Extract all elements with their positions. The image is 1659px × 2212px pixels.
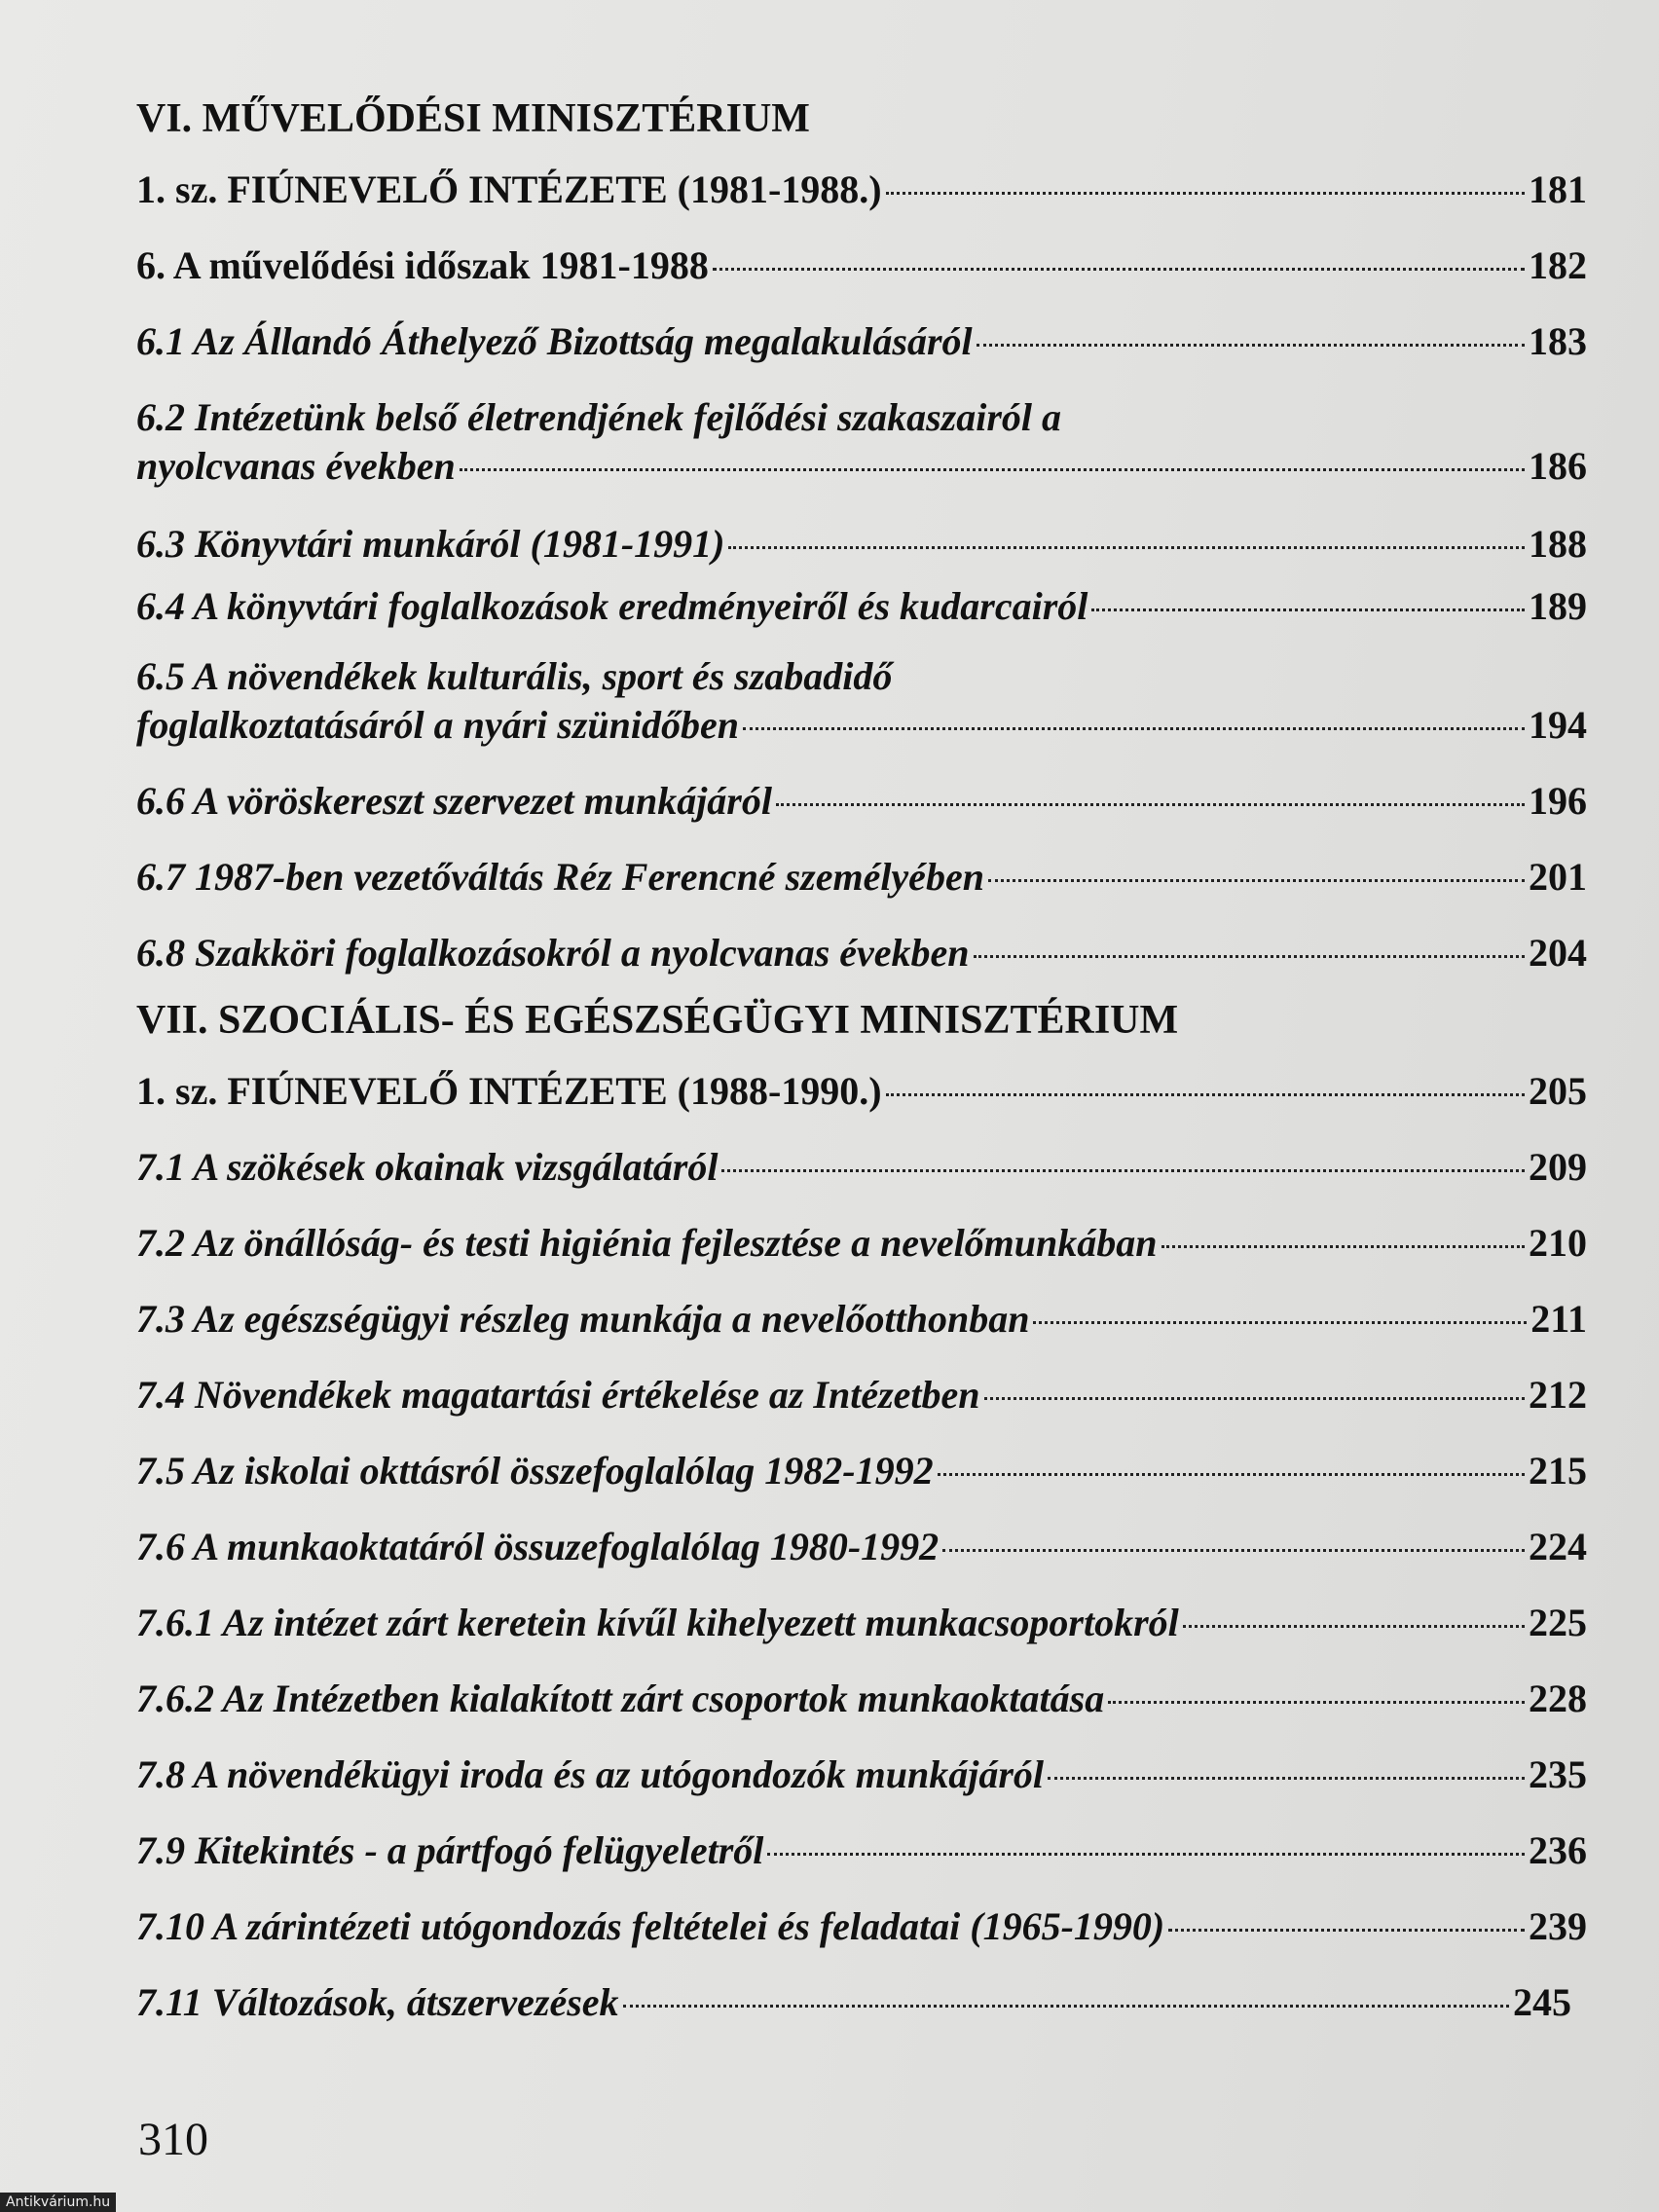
toc-entry	[136, 701, 1587, 750]
dot-leader	[974, 955, 1525, 958]
toc-entry	[136, 1675, 1587, 1723]
toc-entry	[136, 442, 1587, 491]
dot-leader	[1033, 1321, 1527, 1324]
toc-entry	[136, 1751, 1587, 1799]
toc-entry-page: 245	[1513, 1980, 1571, 2024]
toc-entry	[136, 1371, 1587, 1419]
toc-entry-page: 209	[1529, 1145, 1587, 1189]
toc-entry	[136, 582, 1587, 631]
toc-entry-page: 210	[1529, 1221, 1587, 1265]
page-number: 310	[138, 2114, 208, 2165]
table-of-contents	[136, 93, 1587, 2027]
dot-leader	[460, 468, 1525, 471]
toc-entry-title: nyolcvanas években	[136, 444, 456, 488]
toc-entry	[136, 1902, 1587, 1951]
toc-entry-page: 225	[1529, 1601, 1587, 1644]
toc-entry-title: 6.6 A vöröskereszt szervezet munkájáról	[136, 779, 772, 823]
toc-entry-page: 183	[1529, 319, 1587, 363]
toc-entry	[136, 929, 1587, 977]
toc-entry-title: 7.3 Az egészségügyi részleg munkája a nevelőotthonban	[136, 1297, 1030, 1341]
dot-leader	[886, 1093, 1525, 1096]
toc-entry	[136, 777, 1587, 826]
toc-entry-page: 196	[1529, 779, 1587, 823]
dot-leader	[938, 1473, 1525, 1476]
toc-entry	[136, 520, 1587, 569]
toc-entry-title-line1: 6.2 Intézetünk belső életrendjének fejlődési szakaszairól a	[136, 395, 1061, 439]
toc-entry	[136, 317, 1587, 366]
toc-entry-title: 7.2 Az önállóság- és testi higiénia fejlesztése a nevelőmunkában	[136, 1221, 1158, 1265]
toc-entry	[136, 1295, 1587, 1344]
toc-entry	[136, 1067, 1587, 1116]
toc-entry-page: 239	[1529, 1904, 1587, 1948]
toc-entry-page: 188	[1529, 522, 1587, 566]
toc-entry-title: 6.8 Szakköri foglalkozásokról a nyolcvanas években	[136, 931, 970, 975]
toc-entry-page: 215	[1529, 1449, 1587, 1493]
toc-entry-page: 181	[1529, 167, 1587, 211]
toc-entry-page: 228	[1529, 1677, 1587, 1720]
toc-entry	[136, 166, 1587, 214]
dot-leader	[728, 546, 1525, 549]
dot-leader	[1161, 1245, 1525, 1248]
toc-entry-title: 6.4 A könyvtári foglalkozások eredményeiről és kudarcairól	[136, 584, 1088, 628]
toc-entry-page: 235	[1529, 1752, 1587, 1796]
toc-entry-title: 7.8 A növendékügyi iroda és az utógondozók munkájáról	[136, 1752, 1044, 1796]
toc-entry-title-line1: 6.5 A növendékek kulturális, sport és szabadidő	[136, 654, 893, 698]
toc-entry	[136, 1143, 1587, 1192]
toc-entry	[136, 1219, 1587, 1268]
toc-entry-title: 7.11 Változások, átszervezések	[136, 1980, 619, 2024]
toc-entry-title: 7.9 Kitekintés - a pártfogó felügyeletről	[136, 1828, 764, 1872]
toc-entry-page: 194	[1529, 703, 1587, 747]
toc-entry-title: 7.4 Növendékek magatartási értékelése az Intézetben	[136, 1373, 980, 1417]
toc-entry-title: 7.6 A munkaoktatáról össuzefoglalólag 1980-1992	[136, 1525, 940, 1568]
toc-entry-page: 205	[1529, 1069, 1587, 1113]
toc-entry-page: 212	[1529, 1373, 1587, 1417]
toc-entry-title: 6.7 1987-ben vezetőváltás Réz Ferencné személyében	[136, 855, 984, 899]
dot-leader	[776, 803, 1525, 806]
toc-entry-title: 6. A művelődési időszak 1981-1988	[136, 243, 709, 287]
dot-leader	[767, 1853, 1525, 1856]
dot-leader	[942, 1549, 1525, 1552]
dot-leader	[988, 879, 1525, 882]
toc-entry-title: 7.10 A zárintézeti utógondozás feltételei és feladatai (1965-1990)	[136, 1904, 1165, 1948]
toc-entry-page: 186	[1529, 444, 1587, 488]
toc-entry-title: 6.1 Az Állandó Áthelyező Bizottság megalakulásáról	[136, 319, 973, 363]
dot-leader	[977, 344, 1525, 347]
toc-entry-title: 7.5 Az iskolai okttásról összefoglalólag 1982-1992	[136, 1449, 934, 1493]
toc-entry	[136, 1447, 1587, 1495]
toc-entry-multiline	[136, 393, 1587, 491]
dot-leader	[721, 1169, 1525, 1172]
toc-entry-page: 224	[1529, 1525, 1587, 1568]
section-heading-vii: VII. SZOCIÁLIS- ÉS EGÉSZSÉGÜGYI MINISZTÉRIUM	[136, 998, 1179, 1043]
toc-entry-title: 7.6.1 Az intézet zárt keretein kívűl kihelyezett munkacsoportokról	[136, 1601, 1179, 1644]
toc-entry-page: 204	[1529, 931, 1587, 975]
toc-entry	[136, 1599, 1587, 1647]
toc-entry-page: 236	[1529, 1828, 1587, 1872]
dot-leader	[1168, 1929, 1525, 1932]
toc-entry-title: 1. sz. FIÚNEVELŐ INTÉZETE (1988-1990.)	[136, 1069, 882, 1113]
dot-leader	[743, 727, 1525, 730]
watermark: Antikvárium.hu	[0, 2193, 116, 2212]
dot-leader	[1091, 608, 1525, 611]
toc-entry	[136, 1978, 1571, 2027]
toc-entry	[136, 1826, 1587, 1875]
dot-leader	[623, 2005, 1509, 2008]
toc-entry-page: 201	[1529, 855, 1587, 899]
toc-entry	[136, 241, 1587, 290]
toc-entry-title: foglalkoztatásáról a nyári szünidőben	[136, 703, 740, 747]
section-heading-vi: VI. MŰVELŐDÉSI MINISZTÉRIUM	[136, 96, 810, 141]
dot-leader	[886, 192, 1525, 195]
toc-entry-multiline	[136, 652, 1587, 750]
dot-leader	[984, 1397, 1525, 1400]
toc-entry-title: 6.3 Könyvtári munkáról (1981-1991)	[136, 522, 725, 566]
toc-entry-page: 189	[1529, 584, 1587, 628]
dot-leader	[1183, 1625, 1525, 1628]
dot-leader	[1108, 1701, 1525, 1704]
toc-entry-title: 7.6.2 Az Intézetben kialakított zárt csoportok munkaoktatása	[136, 1677, 1105, 1720]
toc-entry-page: 182	[1529, 243, 1587, 287]
toc-entry-page: 211	[1530, 1297, 1587, 1341]
dot-leader	[713, 268, 1525, 271]
toc-entry	[136, 853, 1587, 902]
toc-entry	[136, 1523, 1587, 1571]
toc-entry-title: 7.1 A szökések okainak vizsgálatáról	[136, 1145, 719, 1189]
toc-entry-title: 1. sz. FIÚNEVELŐ INTÉZETE (1981-1988.)	[136, 167, 882, 211]
dot-leader	[1048, 1777, 1525, 1780]
